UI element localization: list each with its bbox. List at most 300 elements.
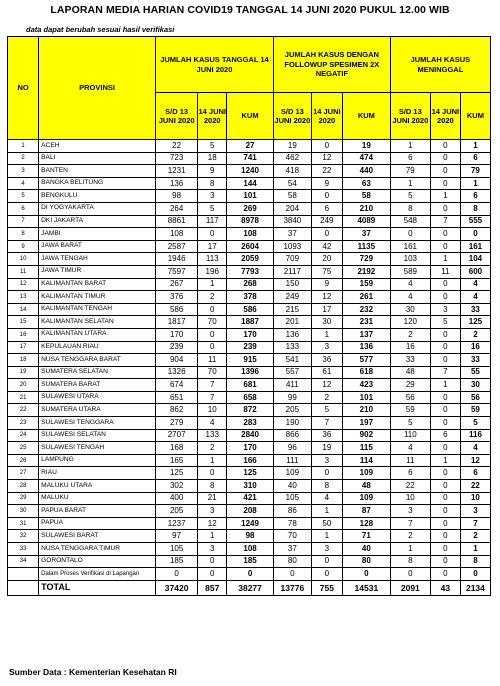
value-cell: 279 [155,417,197,430]
value-cell: 7597 [155,265,197,278]
table-row [8,555,491,568]
value-cell: 101 [342,391,390,404]
value-cell: 651 [155,391,197,404]
value-cell: 2117 [273,265,311,278]
value-cell: 37420 [155,580,197,595]
value-cell: 30 [460,379,490,392]
header-kum: KUM [460,93,490,140]
value-cell: 0 [460,228,490,241]
value-cell: 7 [390,517,430,530]
row-number: 3 [8,165,39,178]
table-row [8,328,491,341]
province-name: PAPUA BARAT [39,505,156,518]
province-name: SUMATERA SELATAN [39,366,156,379]
row-number: 19 [8,366,39,379]
row-number: 23 [8,417,39,430]
value-cell: 249 [311,215,342,228]
value-cell: 0 [390,568,430,581]
value-cell: 78 [273,517,311,530]
value-cell: 0 [198,555,227,568]
value-cell: 2059 [227,253,274,266]
value-cell: 0 [430,202,460,215]
value-cell: 0 [430,505,460,518]
value-cell: 1817 [155,316,197,329]
value-cell: 231 [342,316,390,329]
province-name: BANTEN [39,165,156,178]
source-note: Sumber Data : Kementerian Kesehatan RI [9,667,177,677]
value-cell: 0 [198,568,227,581]
province-name: SULAWESI BARAT [39,530,156,543]
value-cell: 5 [430,316,460,329]
value-cell: 268 [227,278,274,291]
province-name: KEPULAUAN RIAU [39,341,156,354]
value-cell: 0 [311,467,342,480]
value-cell: 120 [390,316,430,329]
value-cell: 0 [342,568,390,581]
value-cell: 5 [460,417,490,430]
province-name: NUSA TENGGARA BARAT [39,354,156,367]
value-cell: 210 [342,404,390,417]
province-name: KALIMANTAN TIMUR [39,291,156,304]
province-name: SUMATERA UTARA [39,404,156,417]
value-cell: 11 [390,454,430,467]
value-cell: 0 [430,152,460,165]
value-cell: 0 [430,543,460,556]
value-cell: 165 [155,454,197,467]
value-cell: 0 [430,467,460,480]
table-row [8,517,491,530]
value-cell: 421 [227,492,274,505]
value-cell: 6 [430,429,460,442]
table-row [8,480,491,493]
value-cell: 12 [311,152,342,165]
value-cell: 239 [155,341,197,354]
province-name: MALUKU [39,492,156,505]
value-cell: 190 [273,417,311,430]
value-cell: 1231 [155,165,197,178]
value-cell: 13776 [273,580,311,595]
table-row [8,278,491,291]
value-cell: 128 [342,517,390,530]
value-cell: 111 [273,454,311,467]
row-number: 16 [8,328,39,341]
header-sd13: S/D 13 JUNI 2020 [155,93,197,140]
value-cell: 5 [390,417,430,430]
value-cell: 21 [198,492,227,505]
value-cell: 48 [390,366,430,379]
value-cell: 741 [227,152,274,165]
row-number: 25 [8,442,39,455]
value-cell: 33 [460,303,490,316]
value-cell: 857 [198,580,227,595]
value-cell: 6 [460,152,490,165]
value-cell: 9 [311,177,342,190]
value-cell: 0 [430,140,460,153]
value-cell: 4 [390,442,430,455]
province-name: NUSA TENGGARA TIMUR [39,543,156,556]
value-cell: 20 [311,253,342,266]
value-cell: 0 [198,467,227,480]
value-cell: 40 [273,480,311,493]
value-cell: 8 [460,202,490,215]
value-cell: 9 [198,165,227,178]
value-cell: 50 [311,517,342,530]
row-number: 29 [8,492,39,505]
province-name: KALIMANTAN SELATAN [39,316,156,329]
value-cell: 59 [390,404,430,417]
province-name: Dalam Proses Verifikasi di Lapangan [39,568,156,581]
table-row [8,152,491,165]
value-cell: 0 [198,341,227,354]
value-cell: 7 [198,391,227,404]
value-cell: 2707 [155,429,197,442]
province-name: RIAU [39,467,156,480]
value-cell: 40 [342,543,390,556]
value-cell: 185 [227,555,274,568]
value-cell: 36 [311,354,342,367]
table-row [8,177,491,190]
province-name: SUMATERA BARAT [39,379,156,392]
value-cell: 239 [227,341,274,354]
header-d14: 14 JUNI 2020 [430,93,460,140]
value-cell: 0 [430,341,460,354]
value-cell: 113 [198,253,227,266]
value-cell: 0 [430,492,460,505]
value-cell: 1 [430,190,460,203]
table-row [8,341,491,354]
value-cell: 5 [390,190,430,203]
header-group-meninggal: JUMLAH KASUS MENINGGAL [390,37,490,93]
value-cell: 0 [430,404,460,417]
value-cell: 264 [155,202,197,215]
value-cell: 37 [273,543,311,556]
row-number: 27 [8,467,39,480]
value-cell: 862 [155,404,197,417]
value-cell: 2587 [155,240,197,253]
value-cell: 674 [155,379,197,392]
row-number: 26 [8,454,39,467]
value-cell: 0 [430,442,460,455]
table-row [8,530,491,543]
table-row [8,379,491,392]
value-cell: 205 [155,505,197,518]
value-cell: 22 [460,480,490,493]
value-cell: 0 [430,177,460,190]
value-cell: 125 [155,467,197,480]
value-cell: 283 [227,417,274,430]
value-cell: 22 [390,480,430,493]
value-cell: 3 [311,543,342,556]
value-cell: 79 [390,165,430,178]
value-cell: 37 [273,228,311,241]
value-cell: 681 [227,379,274,392]
value-cell: 3840 [273,215,311,228]
value-cell: 658 [227,391,274,404]
value-cell: 1 [390,543,430,556]
value-cell: 0 [198,328,227,341]
value-cell: 196 [198,265,227,278]
value-cell: 2 [198,442,227,455]
value-cell: 3 [198,543,227,556]
header-kum: KUM [342,93,390,140]
value-cell: 0 [311,555,342,568]
value-cell: 1 [390,140,430,153]
row-number: 24 [8,429,39,442]
value-cell: 4 [460,442,490,455]
value-cell: 29 [390,379,430,392]
value-cell: 902 [342,429,390,442]
value-cell: 137 [342,328,390,341]
value-cell: 87 [342,505,390,518]
province-name: PAPUA [39,517,156,530]
value-cell: 133 [273,341,311,354]
row-number [8,580,39,595]
value-cell: 378 [227,291,274,304]
table-row [8,215,491,228]
table-row [8,505,491,518]
value-cell: 71 [342,530,390,543]
header-kum: KUM [227,93,274,140]
value-cell: 168 [155,442,197,455]
province-name: DI YOGYAKARTA [39,202,156,215]
value-cell: 6 [390,152,430,165]
value-cell: 9 [311,278,342,291]
row-number: 20 [8,379,39,392]
province-name: BENGKULU [39,190,156,203]
value-cell: 108 [227,543,274,556]
value-cell: 915 [227,354,274,367]
header-d14: 14 JUNI 2020 [198,93,227,140]
province-name: KALIMANTAN BARAT [39,278,156,291]
header-sd13: S/D 13 JUNI 2020 [273,93,311,140]
province-name: MALUKU UTARA [39,480,156,493]
value-cell: 159 [342,278,390,291]
row-number: 11 [8,265,39,278]
value-cell: 462 [273,152,311,165]
table-row [8,265,491,278]
value-cell: 110 [390,429,430,442]
value-cell: 440 [342,165,390,178]
value-cell: 80 [342,555,390,568]
value-cell: 586 [155,303,197,316]
header-group-followup: JUMLAH KASUS DENGAN FOLLOWUP SPESIMEN 2X NEGATIF [273,37,390,93]
value-cell: 2 [460,530,490,543]
value-cell: 0 [460,568,490,581]
value-cell: 555 [460,215,490,228]
value-cell: 2 [198,291,227,304]
table-row [8,202,491,215]
value-cell: 14531 [342,580,390,595]
value-cell: 872 [227,404,274,417]
value-cell: 8 [198,480,227,493]
value-cell: 10 [460,492,490,505]
value-cell: 0 [430,555,460,568]
value-cell: 97 [155,530,197,543]
table-row [8,190,491,203]
value-cell: 7 [430,215,460,228]
value-cell: 6 [460,467,490,480]
value-cell: 310 [227,480,274,493]
value-cell: 170 [227,442,274,455]
row-number: 15 [8,316,39,329]
report-title: LAPORAN MEDIA HARIAN COVID19 TANGGAL 14 JUNI 2020 PUKUL 12.00 WIB [50,4,450,16]
value-cell: 114 [342,454,390,467]
value-cell: 577 [342,354,390,367]
province-name: GORONTALO [39,555,156,568]
value-cell: 3 [390,505,430,518]
value-cell: 144 [227,177,274,190]
value-cell: 8 [390,202,430,215]
value-cell: 161 [390,240,430,253]
value-cell: 411 [273,379,311,392]
value-cell: 1887 [227,316,274,329]
header-d14: 14 JUNI 2020 [311,93,342,140]
value-cell: 0 [430,278,460,291]
value-cell: 0 [430,530,460,543]
value-cell: 54 [273,177,311,190]
value-cell: 96 [273,442,311,455]
value-cell: 1 [311,328,342,341]
row-number: 32 [8,530,39,543]
province-name: KALIMANTAN TENGAH [39,303,156,316]
table-row [8,303,491,316]
table-row [8,228,491,241]
value-cell: 8861 [155,215,197,228]
value-cell: 101 [227,190,274,203]
value-cell: 104 [460,253,490,266]
value-cell: 19 [311,442,342,455]
value-cell: 1 [198,278,227,291]
province-name: DKI JAKARTA [39,215,156,228]
table-row [8,492,491,505]
value-cell: 22 [155,140,197,153]
value-cell: 1946 [155,253,197,266]
value-cell: 1135 [342,240,390,253]
value-cell: 11 [198,354,227,367]
value-cell: 866 [273,429,311,442]
province-name: LAMPUNG [39,454,156,467]
value-cell: 86 [273,505,311,518]
value-cell: 98 [155,190,197,203]
value-cell: 0 [430,568,460,581]
value-cell: 1 [430,253,460,266]
value-cell: 267 [155,278,197,291]
value-cell: 4 [460,278,490,291]
value-cell: 618 [342,366,390,379]
value-cell: 0 [311,140,342,153]
value-cell: 210 [342,202,390,215]
value-cell: 8 [390,555,430,568]
value-cell: 2134 [460,580,490,595]
value-cell: 1 [198,530,227,543]
value-cell: 208 [227,505,274,518]
report-subtitle: data dapat berubah sesuai hasil verifikasi [26,25,175,34]
value-cell: 3 [198,505,227,518]
value-cell: 5 [198,140,227,153]
value-cell: 98 [227,530,274,543]
value-cell: 1 [198,454,227,467]
value-cell: 0 [430,517,460,530]
value-cell: 42 [311,240,342,253]
value-cell: 38277 [227,580,274,595]
value-cell: 541 [273,354,311,367]
province-name: SULAWESI SELATAN [39,429,156,442]
value-cell: 70 [273,530,311,543]
row-number: 34 [8,555,39,568]
value-cell: 1326 [155,366,197,379]
value-cell: 2091 [390,580,430,595]
total-row [8,580,491,595]
row-number: 2 [8,152,39,165]
row-number: 4 [8,177,39,190]
value-cell: 116 [460,429,490,442]
value-cell: 3 [460,505,490,518]
value-cell: 589 [390,265,430,278]
value-cell: 61 [311,366,342,379]
value-cell: 0 [430,228,460,241]
value-cell: 166 [227,454,274,467]
value-cell: 12 [311,379,342,392]
value-cell: 586 [227,303,274,316]
row-number: 8 [8,228,39,241]
value-cell: 232 [342,303,390,316]
value-cell: 1093 [273,240,311,253]
value-cell: 2 [390,328,430,341]
value-cell: 185 [155,555,197,568]
value-cell: 0 [430,240,460,253]
value-cell: 150 [273,278,311,291]
value-cell: 5 [311,404,342,417]
value-cell: 125 [227,467,274,480]
value-cell: 136 [155,177,197,190]
value-cell: 4089 [342,215,390,228]
value-cell: 302 [155,480,197,493]
value-cell: 7 [460,517,490,530]
table-row [8,543,491,556]
value-cell: 2840 [227,429,274,442]
value-cell: 7793 [227,265,274,278]
province-name: BANGKA BELITUNG [39,177,156,190]
value-cell: 58 [342,190,390,203]
province-name: SULAWESI TENGAH [39,442,156,455]
value-cell: 6 [460,190,490,203]
table-row [8,316,491,329]
value-cell: 37 [342,228,390,241]
table-row [8,467,491,480]
table-row [8,404,491,417]
value-cell: 3 [311,341,342,354]
value-cell: 18 [198,152,227,165]
value-cell: 1 [460,140,490,153]
value-cell: 6 [390,467,430,480]
value-cell: 12 [198,517,227,530]
value-cell: 103 [390,253,430,266]
value-cell: 109 [342,492,390,505]
header-provinsi: PROVINSI [39,37,156,140]
value-cell: 6 [311,202,342,215]
table-row [8,391,491,404]
province-name: JAWA BARAT [39,240,156,253]
row-number: 31 [8,517,39,530]
value-cell: 269 [227,202,274,215]
value-cell: 1 [311,530,342,543]
value-cell: 0 [430,391,460,404]
province-name: JAMBI [39,228,156,241]
value-cell: 12 [311,291,342,304]
value-cell: 0 [430,328,460,341]
value-cell: 109 [342,467,390,480]
value-cell: 4 [311,492,342,505]
